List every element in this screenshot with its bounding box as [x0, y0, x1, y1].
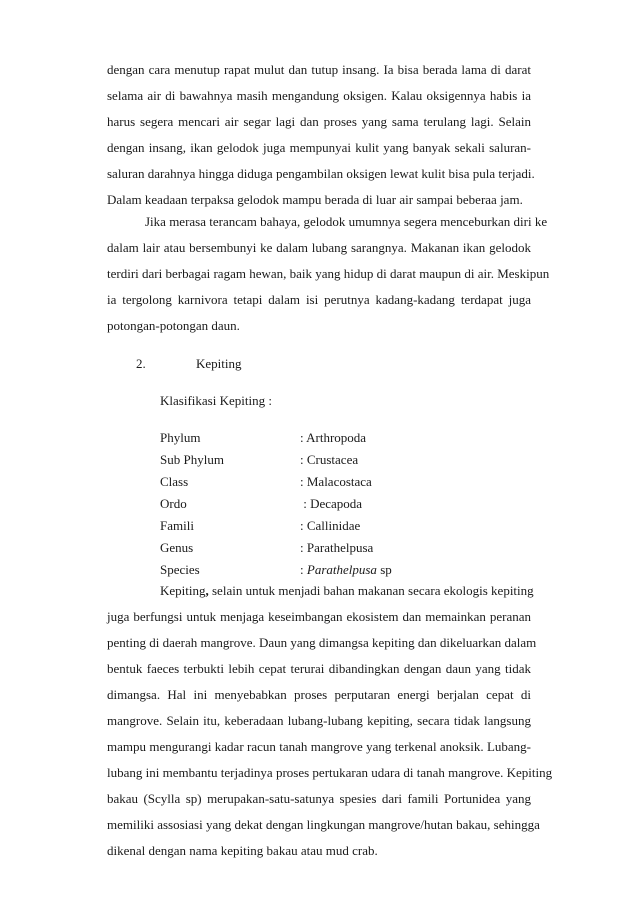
- species-name: Parathelpusa: [306, 562, 377, 577]
- classification-key: Genus: [160, 540, 194, 555]
- first-rest: selain untuk menjadi bahan makanan secara ekologis kepiting: [208, 583, 534, 598]
- text-line: mangrove. Selain itu, keberadaan lubang-lubang kepiting, secara tidak langsung: [107, 713, 531, 728]
- text-line: selama air di bawahnya masih mengandung oksigen. Kalau oksigennya habis ia: [107, 88, 531, 103]
- text-line: terdiri dari berbagai ragam hewan, baik yang hidup di darat maupun di air. Meskipun: [107, 266, 550, 281]
- species-prefix: :: [300, 562, 307, 577]
- first-comma: ,: [205, 583, 209, 598]
- text-line: memiliki assosiasi yang dekat dengan lingkungan mangrove/hutan bakau, sehingga: [107, 817, 540, 832]
- text-line: bakau (Scylla sp) merupakan-satu-satunya spesies dari famili Portunidea yang: [107, 791, 531, 806]
- classification-key: Famili: [160, 518, 194, 533]
- classification-value: : Malacostaca: [300, 474, 372, 489]
- text-line: potongan-potongan daun.: [107, 318, 240, 333]
- text-line: Jika merasa terancam bahaya, gelodok umumnya segera menceburkan diri ke: [145, 214, 548, 229]
- classification-value: : Parathelpusa: [300, 540, 374, 555]
- classification-heading: Klasifikasi Kepiting :: [160, 393, 272, 408]
- text-line: mampu mengurangi kadar racun tanah mangrove yang terkenal anoksik. Lubang-: [107, 739, 531, 754]
- text-line: ia tergolong karnivora tetapi dalam isi perutnya kadang-kadang terdapat juga: [107, 292, 531, 307]
- classification-key: Class: [160, 474, 189, 489]
- classification-value: : Callinidae: [300, 518, 361, 533]
- text-line: dalam lair atau bersembunyi ke dalam lubang sarangnya. Makanan ikan gelodok: [107, 240, 531, 255]
- section-title: Kepiting: [196, 356, 242, 371]
- text-line: bentuk faeces terbukti lebih cepat terurai dibandingkan dengan daun yang tidak: [107, 661, 531, 676]
- classification-value: : Decapoda: [300, 496, 363, 511]
- text-line: dengan insang, ikan gelodok juga mempunyai kulit yang banyak sekali saluran-: [107, 140, 531, 155]
- classification-key: Phylum: [160, 430, 201, 445]
- classification-key: Ordo: [160, 496, 187, 511]
- classification-value: : Crustacea: [300, 452, 359, 467]
- text-line: Dalam keadaan terpaksa gelodok mampu berada di luar air sampai beberaa jam.: [107, 192, 523, 207]
- text-line: penting di daerah mangrove. Daun yang dimangsa kepiting dan dikeluarkan dalam: [107, 635, 537, 650]
- text-line: dengan cara menutup rapat mulut dan tutup insang. Ia bisa berada lama di darat: [107, 62, 531, 77]
- classification-key: Sub Phylum: [160, 452, 224, 467]
- text-line: [160, 583, 534, 599]
- classification-key: Species: [160, 562, 200, 577]
- section-number: 2.: [136, 356, 146, 371]
- classification-value: : Arthropoda: [300, 430, 367, 445]
- text-line: juga berfungsi untuk menjaga keseimbangan ekosistem dan memainkan peranan: [107, 609, 531, 624]
- text-line: saluran darahnya hingga diduga pengambilan oksigen lewat kulit bisa pula terjadi.: [107, 166, 535, 181]
- text-line: dimangsa. Hal ini menyebabkan proses perputaran energi berjalan cepat di: [107, 687, 531, 702]
- text-line: harus segera mencari air segar lagi dan proses yang sama terulang lagi. Selain: [107, 114, 531, 129]
- text-line: lubang ini membantu terjadinya proses pertukaran udara di tanah mangrove. Kepiting: [107, 765, 553, 780]
- classification-value: [300, 562, 392, 578]
- text-line: dikenal dengan nama kepiting bakau atau mud crab.: [107, 843, 378, 858]
- first-word: Kepiting: [160, 583, 206, 598]
- species-suffix: sp: [376, 562, 392, 577]
